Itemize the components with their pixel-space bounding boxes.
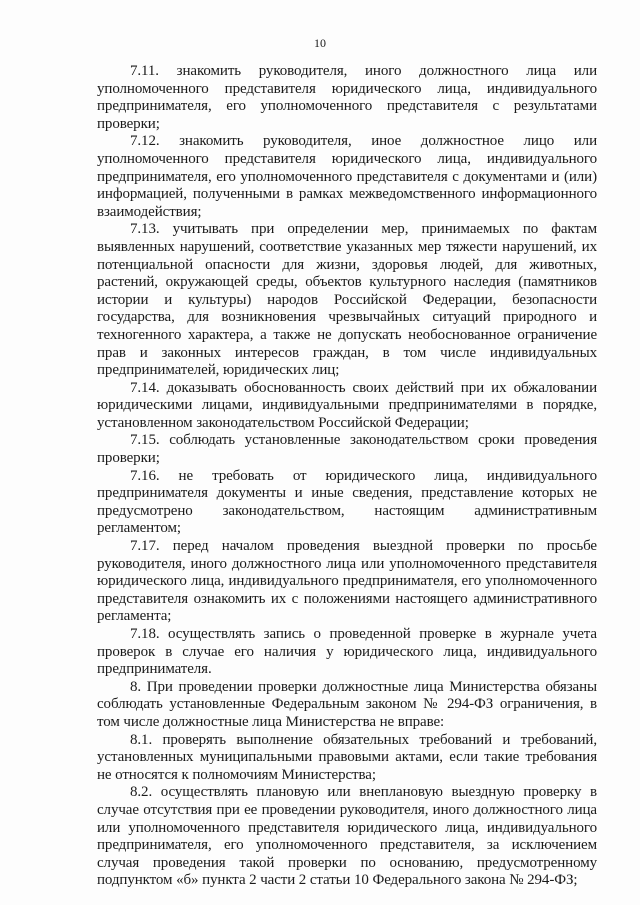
paragraph-8-1: 8.1. проверять выполнение обязательных требований и требований, установленных муниципальными правовыми актами, если такие требования не относятся к полномочиям Министерства; [97, 731, 597, 783]
paragraph-8-2: 8.2. осуществлять плановую или внеплановую выездную проверку в случае отсутствия при ее проведении руководителя, иного должностного лица или уполномоченного представителя юридического лица, индивидуального предпринимателя, его уполномоченного представителя, за исключением случая проведения такой проверки по основанию, предусмотренному подпунктом «б» пункта 2 части 2 статьи 10 Федерального закона № 294-ФЗ; [97, 784, 597, 889]
paragraph-7-13: 7.13. учитывать при определении мер, принимаемых по фактам выявленных нарушений, соответствие указанных мер тяжести нарушений, их потенциальной опасности для жизни, здоровья людей, для животных, растений, окружающей среды, объектов культурного наследия (памятников истории и культуры) народов Российской Федерации, безопасности государства, для возникновения чрезвычайных ситуаций природного и техногенного характера, а также не допускать необоснованное ограничение прав и законных интересов граждан, в том числе индивидуальных предпринимателей, юридических лиц; [97, 221, 597, 379]
paragraph-7-18: 7.18. осуществлять запись о проведенной проверке в журнале учета проверок в случае его наличия у юридического лица, индивидуального предпринимателя. [97, 626, 597, 678]
paragraph-7-15: 7.15. соблюдать установленные законодательством сроки проведения проверки; [97, 432, 597, 467]
document-body [97, 63, 597, 890]
paragraph-7-12: 7.12. знакомить руководителя, иное должностное лицо или уполномоченного представителя юридического лица, индивидуального предпринимателя, его уполномоченного представителя с документами и (или) информацией, полученными в рамках межведомственного информационного взаимодействия; [97, 133, 597, 220]
paragraph-7-14: 7.14. доказывать обоснованность своих действий при их обжаловании юридическими лицами, индивидуальными предпринимателями в порядке, установленном законодательством Российской Федерации; [97, 379, 597, 431]
paragraph-8: 8. При проведении проверки должностные лица Министерства обязаны соблюдать установленные Федеральным законом № 294-ФЗ ограничения, в том числе должностные лица Министерства не вправе: [97, 678, 597, 730]
page-number: 10 [314, 36, 326, 50]
paragraph-7-16: 7.16. не требовать от юридического лица, индивидуального предпринимателя документы и иные сведения, представление которых не предусмотрено законодательством, настоящим административным регламентом; [97, 467, 597, 537]
paragraph-7-11: 7.11. знакомить руководителя, иного должностного лица или уполномоченного представителя юридического лица, индивидуального предпринимателя, его уполномоченного представителя с результатами проверки; [97, 63, 597, 132]
paragraph-7-17: 7.17. перед началом проведения выездной проверки по просьбе руководителя, иного должностного лица или уполномоченного представителя юридического лица, индивидуального предпринимателя, его уполномоченного представителя ознакомить их с положениями настоящего административного регламента; [97, 538, 597, 625]
